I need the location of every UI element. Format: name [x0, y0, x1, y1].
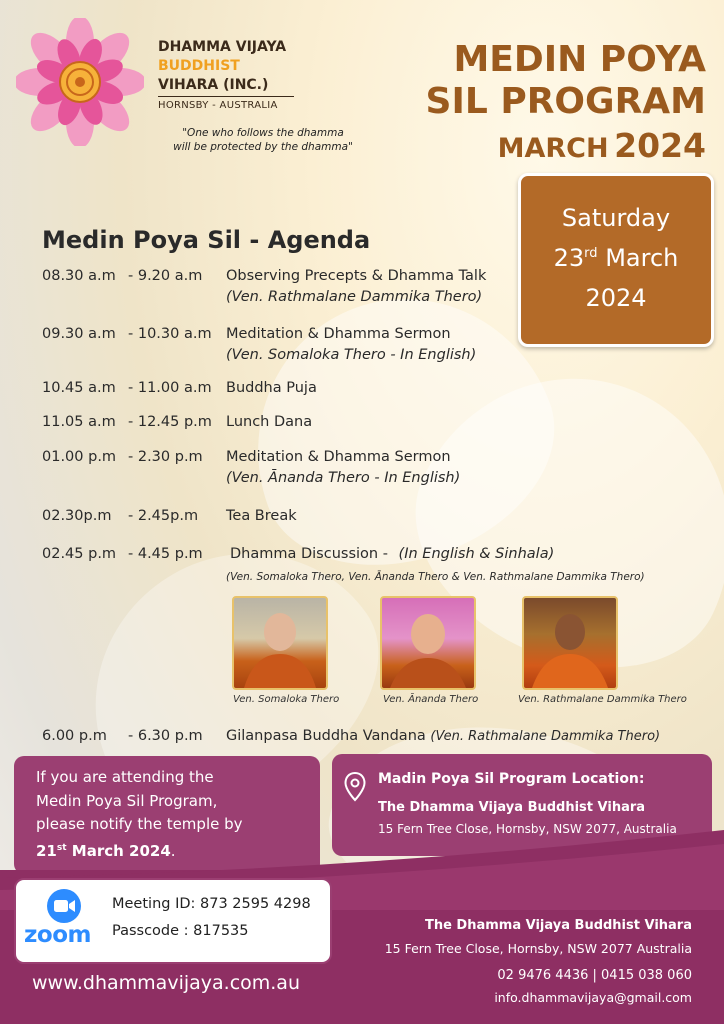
quote-line-2: will be protected by the dhamma": [173, 141, 353, 153]
agenda-start: 01.00 p.m: [42, 449, 117, 465]
agenda-activity: [230, 546, 554, 562]
location-heading: Madin Poya Sil Program Location:: [378, 771, 645, 787]
monk-photo-ananda: [380, 596, 476, 690]
monk-caption: Ven. Somaloka Thero: [233, 694, 340, 705]
agenda-speaker: (Ven. Ānanda Thero - In English): [226, 470, 461, 486]
agenda-activity: Lunch Dana: [226, 414, 313, 430]
logo-divider: [158, 96, 294, 97]
monk-caption: Ven. Rathmalane Dammika Thero: [518, 694, 687, 705]
lotus-logo-icon: [16, 18, 144, 146]
footer-org: The Dhamma Vijaya Buddhist Vihara: [424, 918, 692, 933]
notice-date-num: 21: [36, 841, 57, 860]
agenda-end: - 10.30 a.m: [128, 326, 212, 342]
agenda-activity: Meditation & Dhamma Sermon: [226, 449, 451, 465]
agenda-activity-title: Dhamma Discussion -: [230, 546, 388, 562]
notice-line-3: please notify the temple by: [36, 815, 243, 833]
logo-quote: [148, 126, 378, 154]
quote-line-1: "One who follows the dhamma: [182, 127, 344, 139]
agenda-start: 08.30 a.m: [42, 268, 116, 284]
agenda-speaker: (Ven. Somaloka Thero - In English): [226, 347, 477, 363]
agenda-end: - 9.20 a.m: [128, 268, 203, 284]
agenda-activity: [226, 728, 660, 744]
notice-line-2: Medin Poya Sil Program,: [36, 791, 218, 810]
zoom-meeting-id: Meeting ID: 873 2595 4298: [112, 896, 311, 912]
footer-email[interactable]: info.dhammavijaya@gmail.com: [494, 990, 692, 1005]
agenda-end: - 2.45p.m: [128, 508, 199, 524]
map-pin-icon: [344, 772, 366, 802]
website-link[interactable]: www.dhammavijaya.com.au: [32, 972, 300, 994]
agenda-speaker: (Ven. Somaloka Thero, Ven. Ānanda Thero & Ven. Rathmalane Dammika Thero): [226, 571, 645, 583]
agenda-activity-title: Gilanpasa Buddha Vandana: [226, 728, 426, 744]
title-year: 2024: [614, 126, 706, 165]
title-date: [498, 126, 706, 165]
agenda-activity: Meditation & Dhamma Sermon: [226, 326, 451, 342]
agenda-speaker: (Ven. Rathmalane Dammika Thero): [226, 289, 483, 305]
notice-line-1: If you are attending the: [36, 768, 214, 786]
monk-caption: Ven. Ānanda Thero: [383, 694, 479, 705]
zoom-box: [14, 878, 332, 964]
date-day: Saturday: [561, 204, 671, 232]
agenda-start: 02.45 p.m: [42, 546, 117, 562]
agenda-end: - 12.45 p.m: [128, 414, 212, 430]
monk-silhouette-icon: [234, 598, 326, 688]
zoom-camera-icon: [46, 888, 82, 924]
agenda-end: - 6.30 p.m: [128, 728, 203, 744]
logo-line-3: VIHARA (INC.): [158, 77, 269, 93]
footer-address: 15 Fern Tree Close, Hornsby, NSW 2077 Australia: [384, 941, 692, 956]
monk-photo-somaloka: [232, 596, 328, 690]
agenda-activity: Observing Precepts & Dhamma Talk: [226, 268, 487, 284]
zoom-passcode: Passcode : 817535: [112, 923, 249, 939]
agenda-heading: Medin Poya Sil - Agenda: [42, 226, 371, 254]
agenda-end: - 2.30 p.m: [128, 449, 203, 465]
monk-photo-dammika: [522, 596, 618, 690]
logo-line-1: DHAMMA VIJAYA: [158, 39, 287, 55]
monk-silhouette-icon: [524, 598, 616, 688]
title-month: MARCH: [497, 133, 609, 164]
agenda-activity: Buddha Puja: [226, 380, 317, 396]
date-year: 2024: [585, 284, 647, 312]
title-line-1: MEDIN POYA: [453, 39, 706, 80]
date-line: [521, 244, 711, 272]
agenda-start: 02.30p.m: [42, 508, 112, 524]
agenda-start: 09.30 a.m: [42, 326, 116, 342]
location-name: The Dhamma Vijaya Buddhist Vihara: [378, 800, 646, 815]
notice-period: .: [170, 841, 176, 860]
notice-date-rest: March 2024: [71, 841, 171, 860]
date-sup: rd: [584, 246, 598, 261]
agenda-end: - 11.00 a.m: [128, 380, 212, 396]
date-num: 23: [553, 244, 585, 272]
agenda-activity-note: (In English & Sinhala): [398, 546, 555, 562]
logo-line-2: BUDDHIST: [158, 58, 240, 74]
agenda-start: 11.05 a.m: [42, 414, 116, 430]
monk-silhouette-icon: [382, 598, 474, 688]
agenda-speaker: (Ven. Rathmalane Dammika Thero): [430, 729, 661, 744]
footer-phone[interactable]: 02 9476 4436 | 0415 038 060: [497, 968, 692, 983]
logo-location: HORNSBY - AUSTRALIA: [158, 100, 278, 111]
agenda-start: 6.00 p.m: [42, 728, 107, 744]
agenda-end: - 4.45 p.m: [128, 546, 203, 562]
agenda-activity: Tea Break: [226, 508, 297, 524]
location-address: 15 Fern Tree Close, Hornsby, NSW 2077, Australia: [378, 822, 677, 836]
agenda-start: 10.45 a.m: [42, 380, 116, 396]
notice-date-sup: st: [56, 842, 67, 853]
date-month: March: [605, 244, 679, 272]
date-box: [518, 173, 714, 347]
title-line-2: SIL PROGRAM: [425, 81, 706, 122]
zoom-brand: zoom: [24, 922, 91, 948]
